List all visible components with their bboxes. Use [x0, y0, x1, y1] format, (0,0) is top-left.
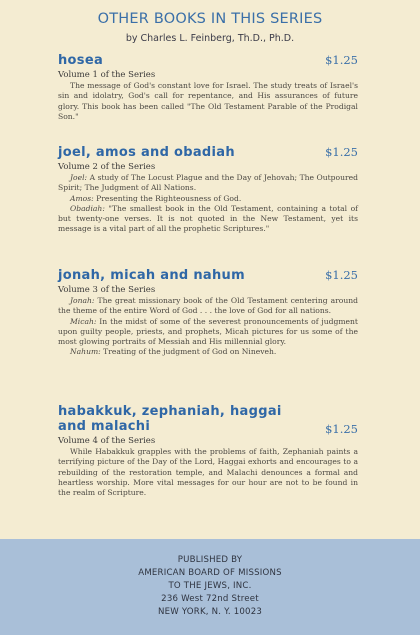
book-title: jonah, micah and nahum — [58, 268, 245, 283]
description-paragraph: Amos: Presenting the Righteousness of God. — [70, 193, 242, 203]
book-entry-hosea — [58, 53, 358, 122]
publisher-city: NEW YORK, N. Y. 10023 — [157, 607, 263, 617]
volume-label: Volume 1 of the Series — [58, 70, 156, 80]
description-paragraph: Jonah: The great missionary book of the Old Testament centering around the theme of the entire Word of God . . . the love of God for all nations. — [58, 296, 358, 316]
book-title: hosea — [58, 53, 104, 68]
publisher-address: 236 West 72nd Street — [161, 594, 259, 604]
description-paragraph: Joel: A study of The Locust Plague and the Day of Jehovah; The Outpoured Spirit; The Judgment of All Nations. — [58, 173, 358, 193]
book-price: $1.25 — [325, 145, 358, 159]
book-price: $1.25 — [325, 422, 358, 436]
description-paragraph: Nahum: Treating of the judgment of God on Nineveh. — [70, 347, 277, 357]
publisher-footer — [0, 539, 420, 635]
volume-label: Volume 3 of the Series — [58, 285, 156, 295]
volume-label: Volume 4 of the Series — [58, 436, 156, 446]
book-title: joel, amos and obadiah — [58, 145, 235, 160]
description-paragraph: Obadiah: "The smallest book in the Old Testament, containing a total of but twenty-one verses. It is not quoted in the New Testament, yet its message is a vital part of all the prophetic Scriptures." — [58, 203, 358, 234]
book-entry-joel-amos-obadiah — [58, 145, 358, 235]
author-byline: by Charles L. Feinberg, Th.D., Ph.D. — [125, 33, 295, 44]
description-paragraph: The message of God's constant love for Israel. The study treats of Israel's sin and idolatry, God's call for repentance, and His assurances of future glory. This book has been called "The Old Testament Parable of the Prodigal Son." — [58, 81, 358, 121]
book-title: habakkuk, zephaniah, haggai and malachi — [58, 404, 282, 434]
publisher-line: PUBLISHED BY — [177, 555, 243, 565]
book-entry-habakkuk-zephaniah-haggai-malachi — [58, 404, 358, 498]
publisher-name: AMERICAN BOARD OF MISSIONS — [138, 568, 282, 578]
description-paragraph: Micah: In the midst of some of the severest pronouncements of judgment upon guilty people, priests, and prophets, Micah pictures for us some of the most glowing portraits of Messiah and His millennial glory. — [58, 316, 358, 347]
book-price: $1.25 — [325, 268, 358, 282]
description-paragraph: While Habakkuk grapples with the problems of faith, Zephaniah paints a terrifying picture of the Day of the Lord, Haggai exhorts and encourages to a rebuilding of the restoration temple, and Malachi denounces a formal and heartless worship. More vital messages for our hour are not to be found in the realm of Scripture. — [58, 447, 358, 498]
book-entry-jonah-micah-nahum — [58, 268, 358, 358]
book-price: $1.25 — [325, 53, 358, 67]
volume-label: Volume 2 of the Series — [58, 162, 156, 172]
series-heading: OTHER BOOKS IN THIS SERIES — [97, 11, 323, 27]
publisher-name: TO THE JEWS, INC. — [168, 581, 252, 591]
